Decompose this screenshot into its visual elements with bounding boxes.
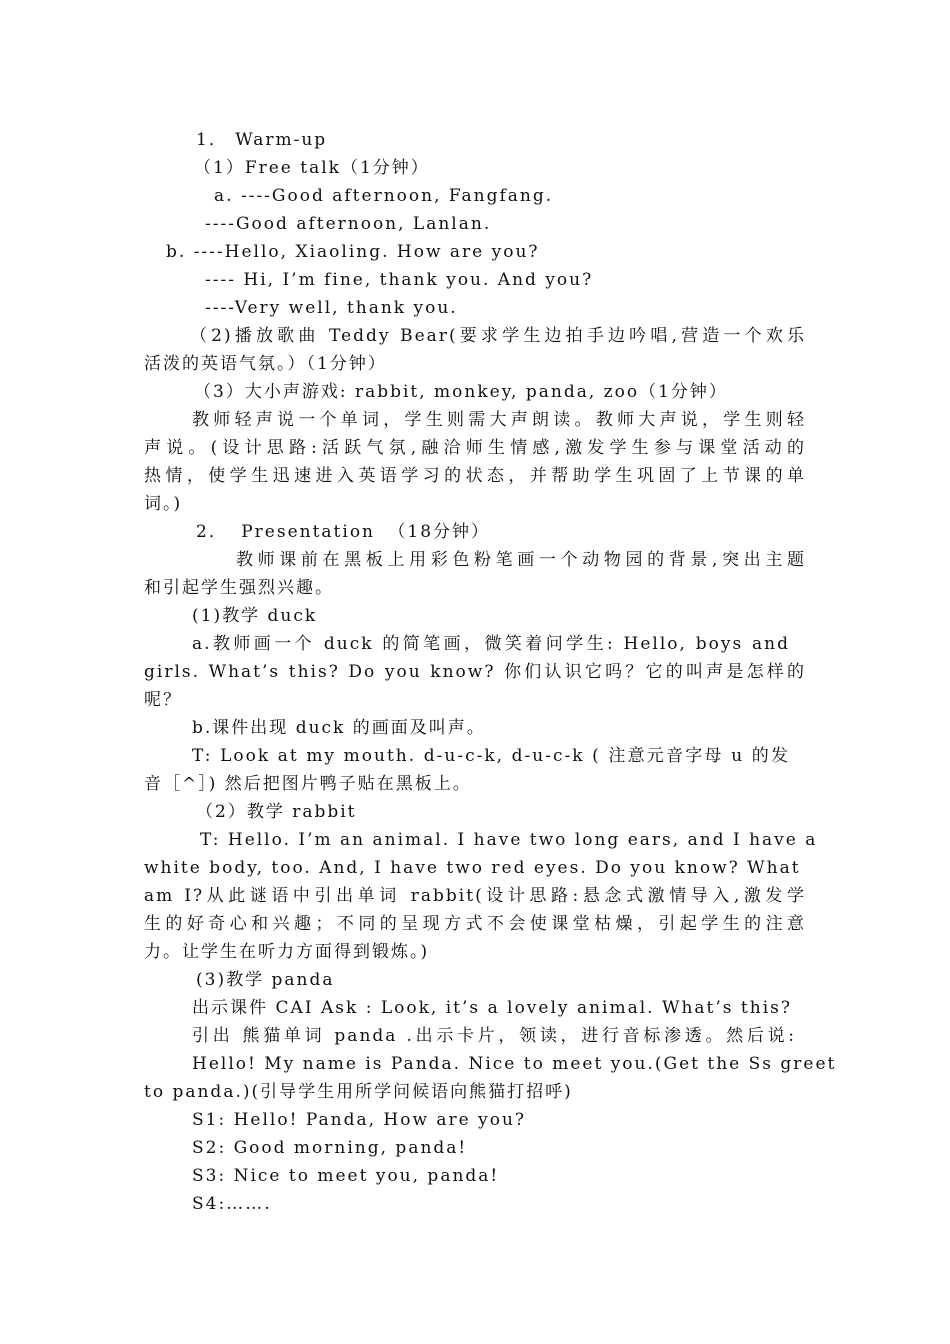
dialogue-b-line-1: b. ----Hello, Xiaoling. How are you?: [166, 242, 540, 262]
student-line-s1: S1: Hello! Panda, How are you?: [192, 1110, 527, 1130]
free-talk-heading: （1）Free talk（1分钟）: [194, 158, 430, 178]
dialogue-b-line-2: ---- Hi, I’m fine, thank you. And you?: [205, 270, 594, 290]
game-description-line-2: 声说。(设计思路:活跃气氛,融洽师生情感,激发学生参与课堂活动的: [144, 438, 806, 458]
duck-step-a-line-2: girls. What’s this? Do you know? 你们认识它吗？它的叫声是怎样的: [144, 662, 806, 682]
duck-step-b: b.课件出现 duck 的画面及叫声。: [192, 718, 486, 738]
duck-teacher-line-2: 音［^］) 然后把图片鸭子贴在黑板上。: [144, 774, 472, 794]
game-description-line-3: 热情，使学生迅速进入英语学习的状态，并帮助学生巩固了上节课的单: [144, 466, 806, 486]
dialogue-a-line-2: ----Good afternoon, Lanlan.: [205, 214, 492, 234]
panda-line-1: 出示课件 CAI Ask : Look, it’s a lovely animal. What’s this?: [192, 998, 792, 1018]
presentation-description-line-1: 教师课前在黑板上用彩色粉笔画一个动物园的背景,突出主题: [236, 550, 806, 570]
duck-step-a-line-1: a.教师画一个 duck 的简笔画，微笑着问学生: Hello, boys and: [192, 634, 790, 654]
game-description-line-4: 词。): [144, 494, 183, 514]
student-line-s3: S3: Nice to meet you, panda!: [192, 1166, 500, 1186]
song-paragraph-line-1: （2)播放歌曲 Teddy Bear(要求学生边拍手边吟唱,营造一个欢乐: [190, 326, 806, 346]
rabbit-riddle-line-1: T: Hello. I’m an animal. I have two long ears, and I have a: [200, 830, 818, 850]
student-line-s4: S4:…….: [192, 1194, 272, 1214]
rabbit-riddle-line-2: white body, too. And, I have two red eyes. Do you know? What: [144, 858, 801, 878]
song-paragraph-line-2: 活泼的英语气氛。）（1分钟）: [144, 354, 387, 374]
rabbit-riddle-line-4: 生的好奇心和兴趣；不同的呈现方式不会使课堂枯燥，引起学生的注意: [144, 914, 806, 934]
rabbit-heading: （2）教学 rabbit: [196, 802, 357, 822]
student-line-s2: S2: Good morning, panda!: [192, 1138, 468, 1158]
presentation-heading: 2． Presentation （18分钟）: [196, 522, 491, 542]
panda-line-2: 引出 熊猫单词 panda .出示卡片，领读，进行音标渗透。然后说:: [192, 1026, 796, 1046]
duck-step-a-line-3: 呢？: [144, 690, 182, 710]
game-description-line-1: 教师轻声说一个单词，学生则需大声朗读。教师大声说，学生则轻: [192, 410, 806, 430]
panda-heading: (3)教学 panda: [196, 970, 335, 990]
game-heading: （3）大小声游戏: rabbit, monkey, panda, zoo（1分钟）: [194, 382, 728, 402]
duck-teacher-line-1: T: Look at my mouth. d-u-c-k, d-u-c-k ( 注意元音字母 u 的发: [192, 746, 790, 766]
presentation-description-line-2: 和引起学生强烈兴趣。: [144, 578, 334, 598]
dialogue-b-line-3: ----Very well, thank you.: [205, 298, 458, 318]
duck-heading: (1)教学 duck: [192, 606, 318, 626]
panda-line-3: Hello! My name is Panda. Nice to meet you.(Get the Ss greet: [192, 1054, 837, 1074]
rabbit-riddle-line-3: am I?从此谜语中引出单词 rabbit(设计思路:悬念式激情导入,激发学: [144, 886, 806, 906]
panda-line-4: to panda.)(引导学生用所学问候语向熊猫打招呼): [144, 1082, 573, 1102]
warmup-heading: 1． Warm-up: [196, 130, 328, 150]
dialogue-a-line-1: a. ----Good afternoon, Fangfang.: [214, 186, 554, 206]
rabbit-riddle-line-5: 力。让学生在听力方面得到锻炼。): [144, 942, 430, 962]
